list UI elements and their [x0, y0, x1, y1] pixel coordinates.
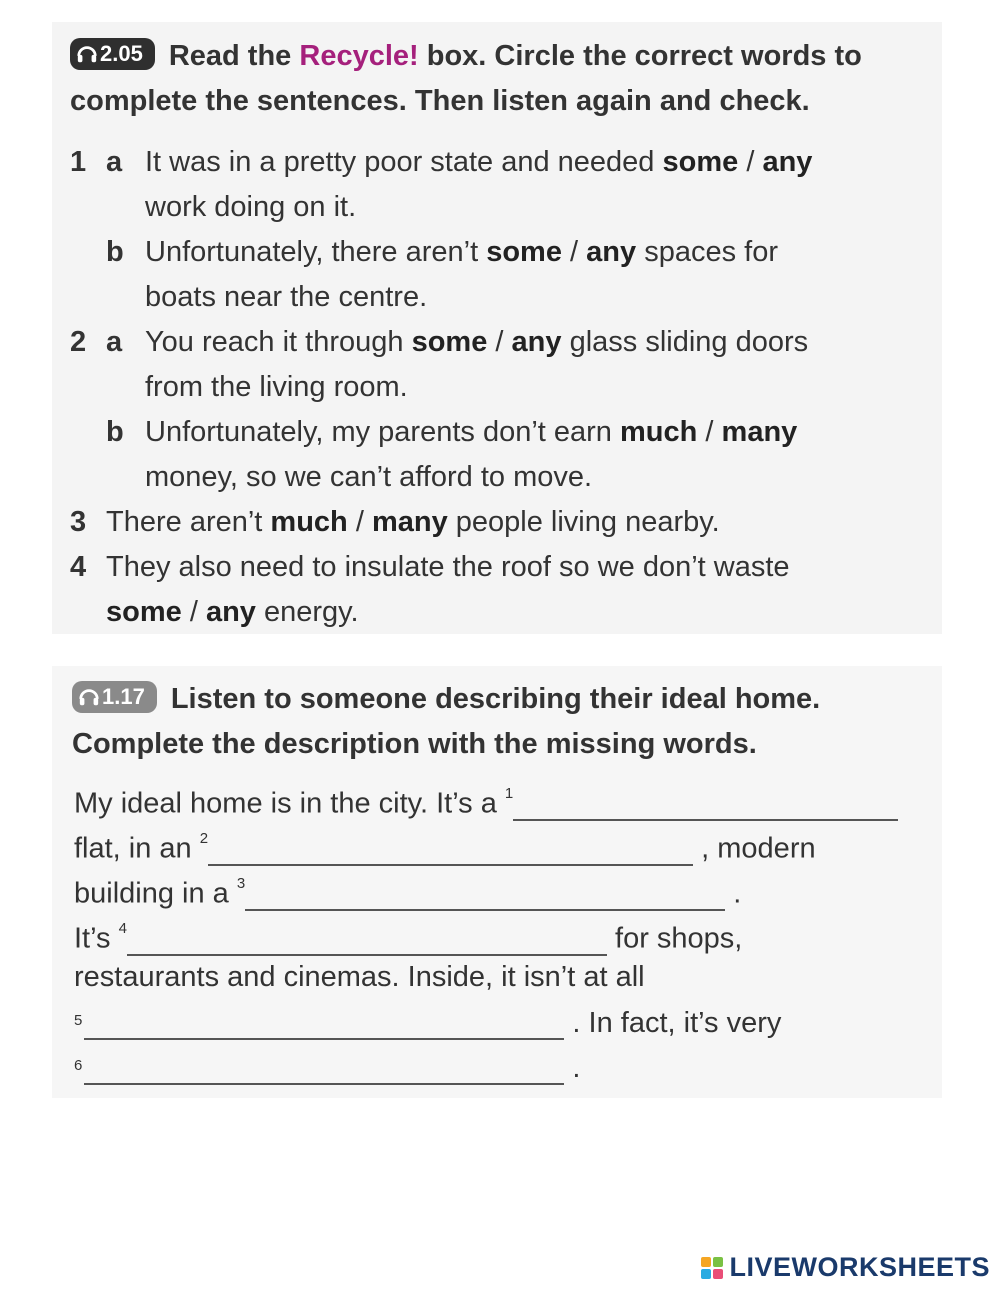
sentence-text: boats near the centre. — [145, 281, 428, 313]
item-sentence — [106, 590, 359, 635]
blank-3-input[interactable] — [245, 879, 725, 911]
instruction-text: box. Circle the correct words to — [426, 40, 862, 72]
sentence-text: spaces for — [644, 236, 779, 268]
instruction-line-2: Complete the description with the missing words. — [72, 728, 757, 760]
option-many[interactable]: many — [371, 506, 448, 538]
exercise-1-instruction — [70, 34, 930, 124]
option-much[interactable]: much — [270, 506, 348, 538]
blank-2-input[interactable] — [208, 834, 693, 866]
item-sentence — [145, 140, 812, 185]
sentence-text: glass sliding doors — [569, 326, 809, 358]
blank-number: 4 — [118, 920, 127, 937]
item-2a — [70, 320, 930, 365]
audio-track-badge-205[interactable] — [70, 38, 155, 70]
description-text-segment: . — [572, 1052, 581, 1084]
option-any[interactable]: any — [762, 146, 813, 178]
exercise-1-items — [70, 140, 930, 635]
item-4-continuation — [70, 590, 930, 635]
instruction-text: Listen to someone describing their ideal home. — [170, 683, 821, 715]
blank-number: 1 — [504, 785, 514, 802]
description-text-segment: , modern — [701, 832, 816, 865]
description-text-segment: It’s — [74, 922, 111, 955]
description-text-segment: . — [733, 877, 742, 910]
description-text-segment: My ideal home is in the city. It’s a — [74, 787, 497, 820]
sentence-text: It was in a pretty poor state and needed — [145, 146, 655, 178]
description-line-5 — [74, 955, 934, 1000]
item-sentence — [145, 410, 797, 455]
item-2b — [70, 410, 930, 455]
headphones-icon — [76, 43, 98, 65]
item-1a — [70, 140, 930, 185]
option-much[interactable]: much — [620, 416, 698, 448]
option-some[interactable]: some — [106, 596, 182, 628]
item-letter: b — [106, 416, 124, 448]
description-text-segment: for shops, — [615, 922, 743, 955]
option-separator: / — [495, 326, 504, 358]
item-number: 1 — [70, 146, 87, 178]
option-any[interactable]: any — [205, 596, 256, 628]
item-number: 3 — [70, 506, 87, 538]
item-1a-continuation — [70, 185, 930, 230]
item-letter: b — [106, 236, 124, 268]
sentence-text: work doing on it. — [145, 191, 357, 223]
track-number: 2.05 — [100, 41, 143, 67]
blank-4-input[interactable] — [127, 924, 607, 956]
item-letter: a — [106, 326, 123, 358]
description-line-2 — [74, 820, 934, 865]
instruction-text: Read the — [168, 40, 292, 72]
option-separator: / — [570, 236, 579, 268]
blank-6-input[interactable] — [84, 1053, 564, 1085]
sentence-text: There aren’t — [106, 506, 263, 538]
option-any[interactable]: any — [511, 326, 562, 358]
sentence-text: money, so we can’t afford to move. — [145, 461, 593, 493]
description-text — [74, 775, 934, 1090]
item-2b-continuation — [70, 455, 930, 500]
option-any[interactable]: any — [586, 236, 637, 268]
item-number: 4 — [70, 551, 87, 583]
sentence-text: Unfortunately, there aren’t — [145, 236, 479, 268]
blank-number: 3 — [236, 875, 246, 892]
description-line-7 — [74, 1045, 934, 1090]
blank-1-input[interactable] — [513, 789, 898, 821]
option-many[interactable]: many — [721, 416, 798, 448]
item-sentence — [106, 500, 720, 545]
description-text-segment: restaurants and cinemas. Inside, it isn’t at all — [74, 961, 645, 993]
option-separator: / — [746, 146, 755, 178]
sentence-text: You reach it through — [145, 326, 404, 358]
sentence-text: from the living room. — [145, 371, 408, 403]
liveworksheets-logo[interactable] — [701, 1252, 990, 1283]
option-separator: / — [355, 506, 364, 538]
sentence-text: energy. — [264, 596, 359, 628]
item-sentence — [145, 320, 808, 365]
option-some[interactable]: some — [411, 326, 488, 358]
item-2a-continuation — [70, 365, 930, 410]
item-1b — [70, 230, 930, 275]
track-number: 1.17 — [102, 684, 145, 710]
liveworksheets-logo-icon — [701, 1257, 723, 1279]
description-line-6 — [74, 1000, 934, 1045]
description-line-4 — [74, 910, 934, 955]
logo-text: LIVEWORKSHEETS — [729, 1252, 990, 1282]
description-line-1 — [74, 775, 934, 820]
audio-track-badge-117[interactable] — [72, 681, 157, 713]
blank-5-input[interactable] — [84, 1008, 564, 1040]
option-separator: / — [705, 416, 714, 448]
recycle-box-label: Recycle! — [299, 40, 419, 72]
description-text-segment: building in a — [74, 877, 229, 910]
description-text-segment: . In fact, it’s very — [572, 1007, 782, 1039]
option-separator: / — [189, 596, 198, 628]
option-some[interactable]: some — [662, 146, 739, 178]
item-1b-continuation — [70, 275, 930, 320]
item-letter: a — [106, 146, 123, 178]
exercise-2-instruction — [72, 677, 932, 767]
item-4 — [70, 545, 930, 590]
description-text-segment: flat, in an — [74, 832, 192, 865]
sentence-text: people living nearby. — [455, 506, 720, 538]
item-sentence: They also need to insulate the roof so we don’t waste — [106, 551, 790, 583]
item-number: 2 — [70, 326, 87, 358]
headphones-icon — [78, 686, 100, 708]
instruction-line-2: complete the sentences. Then listen again and check. — [70, 85, 810, 117]
item-3 — [70, 500, 930, 545]
sentence-text: Unfortunately, my parents don’t earn — [145, 416, 612, 448]
blank-number: 2 — [199, 830, 209, 847]
option-some[interactable]: some — [486, 236, 562, 268]
blank-number: 6 — [74, 1057, 83, 1074]
item-sentence — [145, 230, 778, 275]
description-line-3 — [74, 865, 934, 910]
blank-number: 5 — [74, 1012, 83, 1029]
